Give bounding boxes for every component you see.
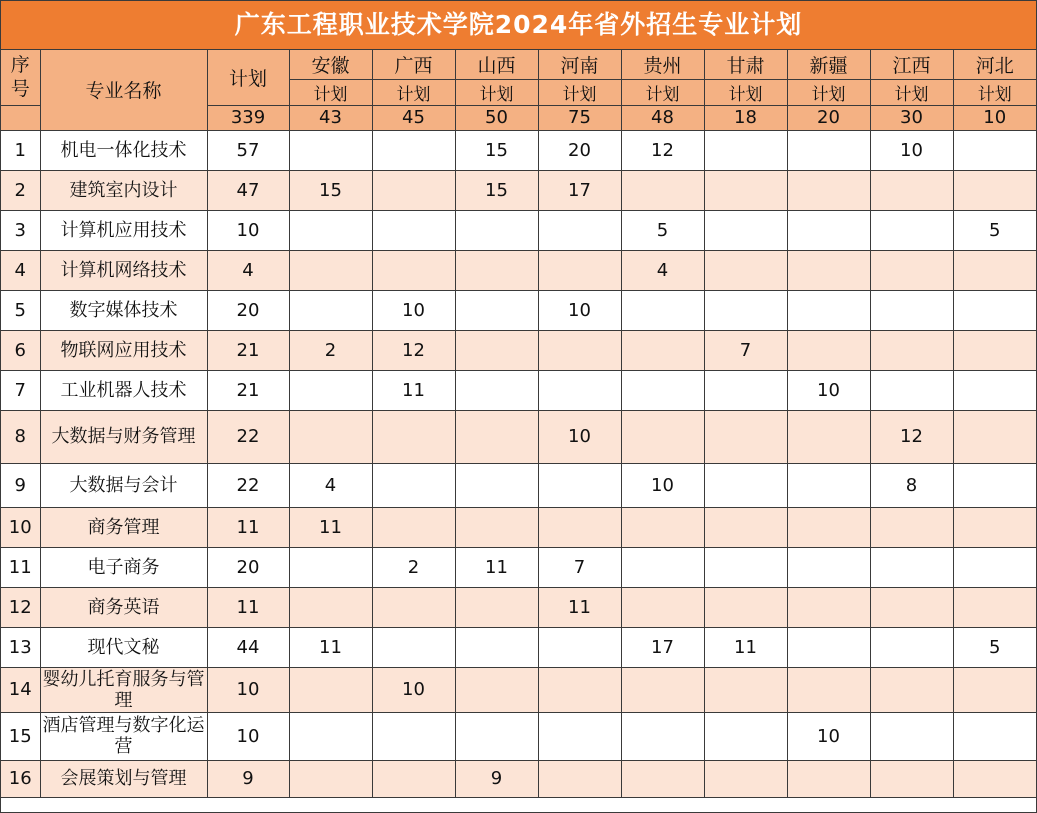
seq-header-label: 序号: [10, 54, 30, 101]
row-seq: 9: [1, 463, 40, 507]
province-cell: 2: [372, 547, 455, 587]
province-cell: [621, 507, 704, 547]
province-cell: [372, 170, 455, 210]
province-cell: [870, 210, 953, 250]
province-cell: [455, 250, 538, 290]
province-cell: [621, 547, 704, 587]
table-row: [1, 547, 1036, 587]
province-cell: [289, 290, 372, 330]
table-title: 广东工程职业技术学院2024年省外招生专业计划: [1, 1, 1036, 50]
table-row: [1, 507, 1036, 547]
province-cell: [538, 760, 621, 797]
province-cell: [704, 587, 787, 627]
province-cell: [870, 290, 953, 330]
row-plan: 22: [207, 463, 289, 507]
province-cell: [870, 667, 953, 712]
province-cell: [953, 170, 1036, 210]
major-name: 工业机器人技术: [40, 370, 207, 410]
province-plan-label: 计划: [787, 79, 870, 105]
province-cell: [953, 463, 1036, 507]
row-seq: 12: [1, 587, 40, 627]
province-cell: [455, 587, 538, 627]
province-cell: [704, 210, 787, 250]
row-seq: 15: [1, 712, 40, 760]
province-cell: [870, 370, 953, 410]
major-name: 大数据与会计: [40, 463, 207, 507]
row-seq: 7: [1, 370, 40, 410]
province-cell: 7: [704, 330, 787, 370]
province-cell: 11: [289, 507, 372, 547]
province-cell: [455, 370, 538, 410]
table-row: [1, 463, 1036, 507]
row-seq: 8: [1, 410, 40, 463]
province-cell: [704, 250, 787, 290]
row-plan: 21: [207, 370, 289, 410]
province-cell: [372, 627, 455, 667]
province-cell: [621, 410, 704, 463]
province-cell: [704, 410, 787, 463]
province-cell: 5: [953, 210, 1036, 250]
province-cell: [538, 210, 621, 250]
province-header: 河南: [538, 50, 621, 79]
major-name: 商务英语: [40, 587, 207, 627]
province-cell: 11: [538, 587, 621, 627]
province-cell: [870, 760, 953, 797]
province-total: 48: [621, 105, 704, 130]
province-header: 贵州: [621, 50, 704, 79]
province-cell: 10: [787, 712, 870, 760]
province-cell: [455, 712, 538, 760]
province-cell: [372, 760, 455, 797]
row-seq: 2: [1, 170, 40, 210]
province-cell: [870, 250, 953, 290]
major-name: 计算机应用技术: [40, 210, 207, 250]
province-cell: 10: [870, 130, 953, 170]
row-plan: 22: [207, 410, 289, 463]
province-total: 30: [870, 105, 953, 130]
province-cell: [621, 667, 704, 712]
province-cell: [289, 587, 372, 627]
row-seq: 13: [1, 627, 40, 667]
table-row: [1, 170, 1036, 210]
province-total: 45: [372, 105, 455, 130]
province-cell: [787, 170, 870, 210]
province-cell: [538, 250, 621, 290]
row-plan: 21: [207, 330, 289, 370]
province-cell: [953, 250, 1036, 290]
row-plan: 20: [207, 290, 289, 330]
province-cell: [538, 330, 621, 370]
table-row: [1, 330, 1036, 370]
province-cell: 12: [870, 410, 953, 463]
province-cell: [289, 130, 372, 170]
province-cell: [372, 210, 455, 250]
province-cell: 11: [289, 627, 372, 667]
table-row: [1, 290, 1036, 330]
province-cell: [787, 547, 870, 587]
province-total: 10: [953, 105, 1036, 130]
province-cell: [289, 410, 372, 463]
province-cell: 12: [621, 130, 704, 170]
province-cell: 11: [372, 370, 455, 410]
province-cell: [787, 250, 870, 290]
major-name: 商务管理: [40, 507, 207, 547]
province-cell: 2: [289, 330, 372, 370]
province-total: 75: [538, 105, 621, 130]
province-cell: [455, 290, 538, 330]
seq-header-blank: [1, 105, 40, 130]
province-cell: [621, 170, 704, 210]
major-name: 机电一体化技术: [40, 130, 207, 170]
province-plan-label: 计划: [953, 79, 1036, 105]
province-cell: 7: [538, 547, 621, 587]
province-cell: [953, 410, 1036, 463]
province-cell: [953, 712, 1036, 760]
province-cell: 10: [372, 290, 455, 330]
province-cell: [372, 130, 455, 170]
province-plan-label: 计划: [289, 79, 372, 105]
province-cell: 10: [538, 410, 621, 463]
row-plan: 10: [207, 667, 289, 712]
province-cell: [372, 410, 455, 463]
table-body: [1, 50, 1036, 797]
province-cell: [870, 507, 953, 547]
province-plan-label: 计划: [455, 79, 538, 105]
province-cell: 8: [870, 463, 953, 507]
province-cell: [953, 667, 1036, 712]
province-cell: [953, 587, 1036, 627]
province-cell: [621, 290, 704, 330]
province-header: 新疆: [787, 50, 870, 79]
major-name: 会展策划与管理: [40, 760, 207, 797]
province-cell: [621, 712, 704, 760]
province-cell: [704, 290, 787, 330]
province-header: 河北: [953, 50, 1036, 79]
province-cell: [538, 627, 621, 667]
row-seq: 16: [1, 760, 40, 797]
major-name: 物联网应用技术: [40, 330, 207, 370]
province-cell: [953, 290, 1036, 330]
province-cell: [455, 627, 538, 667]
province-total: 43: [289, 105, 372, 130]
row-plan: 57: [207, 130, 289, 170]
row-seq: 3: [1, 210, 40, 250]
province-cell: [289, 547, 372, 587]
major-name: 计算机网络技术: [40, 250, 207, 290]
province-cell: [787, 330, 870, 370]
row-seq: 10: [1, 507, 40, 547]
row-seq: 5: [1, 290, 40, 330]
province-cell: [621, 330, 704, 370]
major-name: 酒店管理与数字化运营: [40, 712, 207, 760]
province-cell: [704, 507, 787, 547]
province-cell: [787, 760, 870, 797]
row-plan: 47: [207, 170, 289, 210]
province-cell: 4: [289, 463, 372, 507]
province-plan-label: 计划: [538, 79, 621, 105]
province-cell: [953, 370, 1036, 410]
row-seq: 1: [1, 130, 40, 170]
province-cell: 17: [621, 627, 704, 667]
row-seq: 14: [1, 667, 40, 712]
province-cell: 11: [455, 547, 538, 587]
province-cell: [289, 370, 372, 410]
province-cell: [621, 587, 704, 627]
row-plan: 10: [207, 712, 289, 760]
province-cell: [538, 370, 621, 410]
province-cell: 10: [787, 370, 870, 410]
major-name: 大数据与财务管理: [40, 410, 207, 463]
province-header: 甘肃: [704, 50, 787, 79]
row-seq: 11: [1, 547, 40, 587]
province-cell: [953, 330, 1036, 370]
row-plan: 4: [207, 250, 289, 290]
province-cell: [787, 463, 870, 507]
province-cell: 9: [455, 760, 538, 797]
province-cell: [704, 712, 787, 760]
row-seq: 6: [1, 330, 40, 370]
province-cell: 5: [621, 210, 704, 250]
province-cell: [870, 712, 953, 760]
province-cell: [372, 587, 455, 627]
province-cell: [704, 760, 787, 797]
province-cell: [289, 667, 372, 712]
major-header: 专业名称: [40, 50, 207, 130]
province-cell: [289, 210, 372, 250]
plan-total: 339: [207, 105, 289, 130]
province-cell: [704, 170, 787, 210]
major-name: 建筑室内设计: [40, 170, 207, 210]
province-cell: [704, 667, 787, 712]
row-seq: 4: [1, 250, 40, 290]
major-name: 数字媒体技术: [40, 290, 207, 330]
province-cell: [289, 760, 372, 797]
province-cell: [704, 370, 787, 410]
province-cell: [455, 210, 538, 250]
province-cell: [787, 210, 870, 250]
row-plan: 10: [207, 210, 289, 250]
row-plan: 11: [207, 507, 289, 547]
province-cell: [289, 712, 372, 760]
province-total: 20: [787, 105, 870, 130]
row-plan: 11: [207, 587, 289, 627]
plan-header: 计划: [207, 50, 289, 105]
province-cell: 5: [953, 627, 1036, 667]
province-cell: [538, 507, 621, 547]
province-cell: 15: [289, 170, 372, 210]
province-cell: [372, 250, 455, 290]
province-cell: 12: [372, 330, 455, 370]
province-cell: [621, 760, 704, 797]
row-plan: 44: [207, 627, 289, 667]
province-cell: [372, 507, 455, 547]
province-cell: 17: [538, 170, 621, 210]
province-total: 50: [455, 105, 538, 130]
province-header: 广西: [372, 50, 455, 79]
province-cell: 10: [372, 667, 455, 712]
province-cell: [870, 547, 953, 587]
table-row: [1, 250, 1036, 290]
table-row: [1, 587, 1036, 627]
province-cell: [787, 667, 870, 712]
province-header: 安徽: [289, 50, 372, 79]
table-row: [1, 760, 1036, 797]
province-cell: [787, 130, 870, 170]
province-plan-label: 计划: [372, 79, 455, 105]
province-cell: 4: [621, 250, 704, 290]
province-cell: [538, 667, 621, 712]
header-row: [1, 50, 1036, 79]
province-cell: [787, 587, 870, 627]
table-row: [1, 130, 1036, 170]
province-cell: [787, 290, 870, 330]
province-cell: [455, 463, 538, 507]
province-cell: [953, 547, 1036, 587]
row-plan: 9: [207, 760, 289, 797]
province-cell: 10: [538, 290, 621, 330]
province-cell: [538, 463, 621, 507]
province-cell: [372, 712, 455, 760]
province-cell: [372, 463, 455, 507]
table-row: [1, 210, 1036, 250]
province-cell: [704, 463, 787, 507]
province-plan-label: 计划: [621, 79, 704, 105]
table-row: [1, 370, 1036, 410]
province-cell: 11: [704, 627, 787, 667]
province-cell: [455, 667, 538, 712]
province-cell: [870, 170, 953, 210]
province-cell: [455, 410, 538, 463]
province-cell: [538, 712, 621, 760]
province-cell: [621, 370, 704, 410]
province-header: 山西: [455, 50, 538, 79]
province-total: 18: [704, 105, 787, 130]
province-cell: [953, 760, 1036, 797]
table-row: [1, 627, 1036, 667]
table-row: [1, 667, 1036, 712]
province-cell: [455, 507, 538, 547]
row-plan: 20: [207, 547, 289, 587]
province-header: 江西: [870, 50, 953, 79]
province-cell: 20: [538, 130, 621, 170]
major-name: 电子商务: [40, 547, 207, 587]
province-plan-label: 计划: [870, 79, 953, 105]
province-cell: 15: [455, 130, 538, 170]
plan-table: [1, 50, 1036, 798]
province-cell: [953, 507, 1036, 547]
province-cell: [289, 250, 372, 290]
major-name: 现代文秘: [40, 627, 207, 667]
province-cell: [953, 130, 1036, 170]
province-cell: [787, 410, 870, 463]
province-cell: [870, 330, 953, 370]
province-cell: 10: [621, 463, 704, 507]
province-cell: [787, 507, 870, 547]
province-cell: [787, 627, 870, 667]
province-cell: [870, 627, 953, 667]
province-plan-label: 计划: [704, 79, 787, 105]
province-cell: 15: [455, 170, 538, 210]
province-cell: [704, 547, 787, 587]
province-cell: [870, 587, 953, 627]
table-row: [1, 410, 1036, 463]
province-cell: [704, 130, 787, 170]
province-cell: [455, 330, 538, 370]
seq-header: [1, 50, 40, 105]
table-row: [1, 712, 1036, 760]
major-name: 婴幼儿托育服务与管理: [40, 667, 207, 712]
